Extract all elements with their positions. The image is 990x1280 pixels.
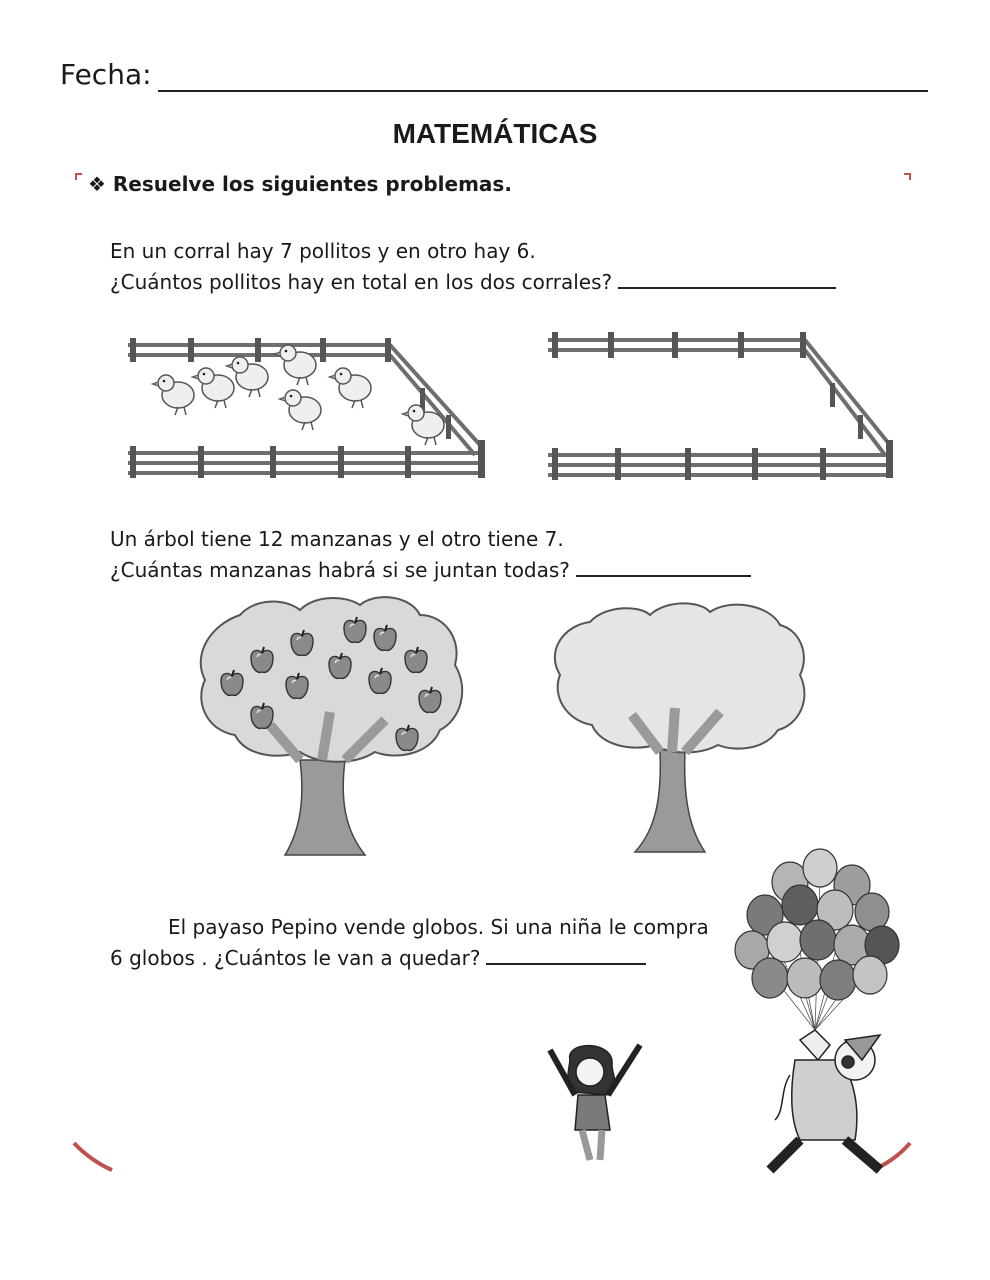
instruction-text: Resuelve los siguientes problemas. <box>112 172 512 196</box>
problem-1-line-2: ¿Cuántos pollitos hay en total en los dos corrales? <box>110 270 613 294</box>
problem-1-line-1: En un corral hay 7 pollitos y en otro hay 6. <box>110 239 536 263</box>
girl-figure <box>550 1045 640 1160</box>
diamond-bullet-icon: ❖ <box>88 172 106 196</box>
problem-3-line-1: El payaso Pepino vende globos. Si una niña le compra <box>168 915 709 939</box>
empty-corral <box>548 332 893 480</box>
problem-2-line-2: ¿Cuántas manzanas habrá si se juntan todas? <box>110 558 570 582</box>
clown-figure <box>770 1030 880 1170</box>
problem-3-line-2: 6 globos . ¿Cuántos le van a quedar? <box>110 946 481 970</box>
page-title: MATEMÁTICAS <box>392 118 598 149</box>
bare-tree <box>555 603 805 852</box>
problem-2-line-1: Un árbol tiene 12 manzanas y el otro tiene 7. <box>110 527 564 551</box>
apple-tree <box>201 597 463 855</box>
balloon-bunch <box>735 849 899 1030</box>
corral-with-chicks <box>128 338 485 478</box>
date-label: Fecha: <box>60 58 152 91</box>
